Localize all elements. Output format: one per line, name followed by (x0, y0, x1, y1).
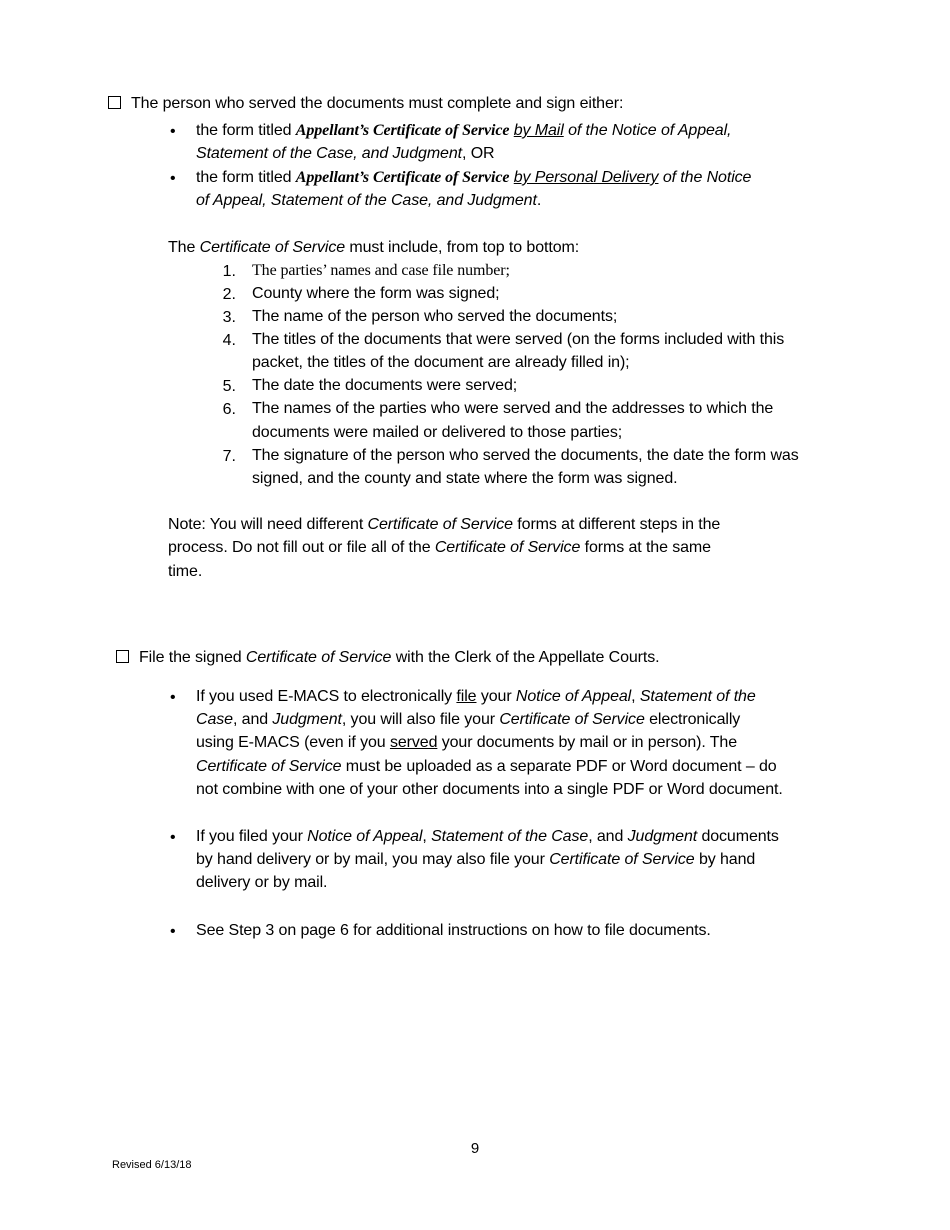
bullet-icon: • (170, 829, 176, 846)
list-number: 2. (222, 286, 236, 303)
service-method: by Personal Delivery (513, 169, 659, 186)
note-line3: time. (168, 563, 203, 580)
hand-delivery-line2: by hand delivery or by mail, you may also file your Certificate of Service by hand (196, 851, 756, 868)
form-option-mail-line1: the form titled Appellant’s Certificate of Service by Mail of the Notice of Appeal, (196, 122, 732, 139)
list-item: The names of the parties who were served and the addresses to which the (252, 400, 774, 417)
bullet-icon: • (170, 170, 176, 187)
list-item-continued: packet, the titles of the document are already filled in); (252, 354, 630, 371)
emacs-line5: not combine with one of your other documents into a single PDF or Word document. (196, 781, 783, 798)
list-item-continued: signed, and the county and state where the form was signed. (252, 470, 678, 487)
list-item: The parties’ names and case file number; (252, 262, 510, 279)
emacs-line1: If you used E-MACS to electronically file your Notice of Appeal, Statement of the (196, 688, 756, 705)
form-title: Appellant’s Certificate of Service (295, 122, 510, 139)
list-number: 3. (222, 309, 236, 326)
bullet-icon: • (170, 923, 176, 940)
list-item: The name of the person who served the documents; (252, 308, 618, 325)
bullet-icon: • (170, 123, 176, 140)
list-item: The date the documents were served; (252, 377, 518, 394)
emacs-line4: Certificate of Service must be uploaded as a separate PDF or Word document – do (196, 758, 777, 775)
list-item: The titles of the documents that were served (on the forms included with this (252, 331, 785, 348)
service-method: by Mail (513, 122, 564, 139)
checkbox-file-certificate[interactable] (116, 650, 129, 663)
see-step-3: See Step 3 on page 6 for additional instructions on how to file documents. (196, 922, 711, 939)
emacs-line2: Case, and Judgment, you will also file your Certificate of Service electronically (196, 711, 741, 728)
bullet-icon: • (170, 689, 176, 706)
checkbox-serve-documents[interactable] (108, 96, 121, 109)
include-intro: The Certificate of Service must include, from top to bottom: (168, 239, 580, 256)
emacs-line3: using E-MACS (even if you served your documents by mail or in person). The (196, 734, 738, 751)
list-item: County where the form was signed; (252, 285, 500, 302)
revised-date: Revised 6/13/18 (112, 1159, 192, 1171)
hand-delivery-line1: If you filed your Notice of Appeal, Statement of the Case, and Judgment documents (196, 828, 779, 845)
form-option-delivery-line1: the form titled Appellant’s Certificate of Service by Personal Delivery of the Notice (196, 169, 752, 186)
list-item-continued: documents were mailed or delivered to those parties; (252, 424, 623, 441)
section2-intro: File the signed Certificate of Service with the Clerk of the Appellate Courts. (139, 649, 660, 666)
list-number: 7. (222, 448, 236, 465)
form-option-delivery-line2: of Appeal, Statement of the Case, and Judgment. (196, 192, 542, 209)
note-line1: Note: You will need different Certificate of Service forms at different steps in the (168, 516, 721, 533)
section1-intro: The person who served the documents must complete and sign either: (131, 95, 624, 112)
list-item: The signature of the person who served the documents, the date the form was (252, 447, 799, 464)
form-title: Appellant’s Certificate of Service (295, 169, 510, 186)
page-number: 9 (470, 1140, 480, 1157)
hand-delivery-line3: delivery or by mail. (196, 874, 328, 891)
list-number: 6. (222, 401, 236, 418)
list-number: 5. (222, 378, 236, 395)
note-line2: process. Do not fill out or file all of the Certificate of Service forms at the same (168, 539, 711, 556)
form-option-mail-line2: Statement of the Case, and Judgment, OR (196, 145, 495, 162)
list-number: 4. (222, 332, 236, 349)
list-number: 1. (222, 263, 236, 280)
